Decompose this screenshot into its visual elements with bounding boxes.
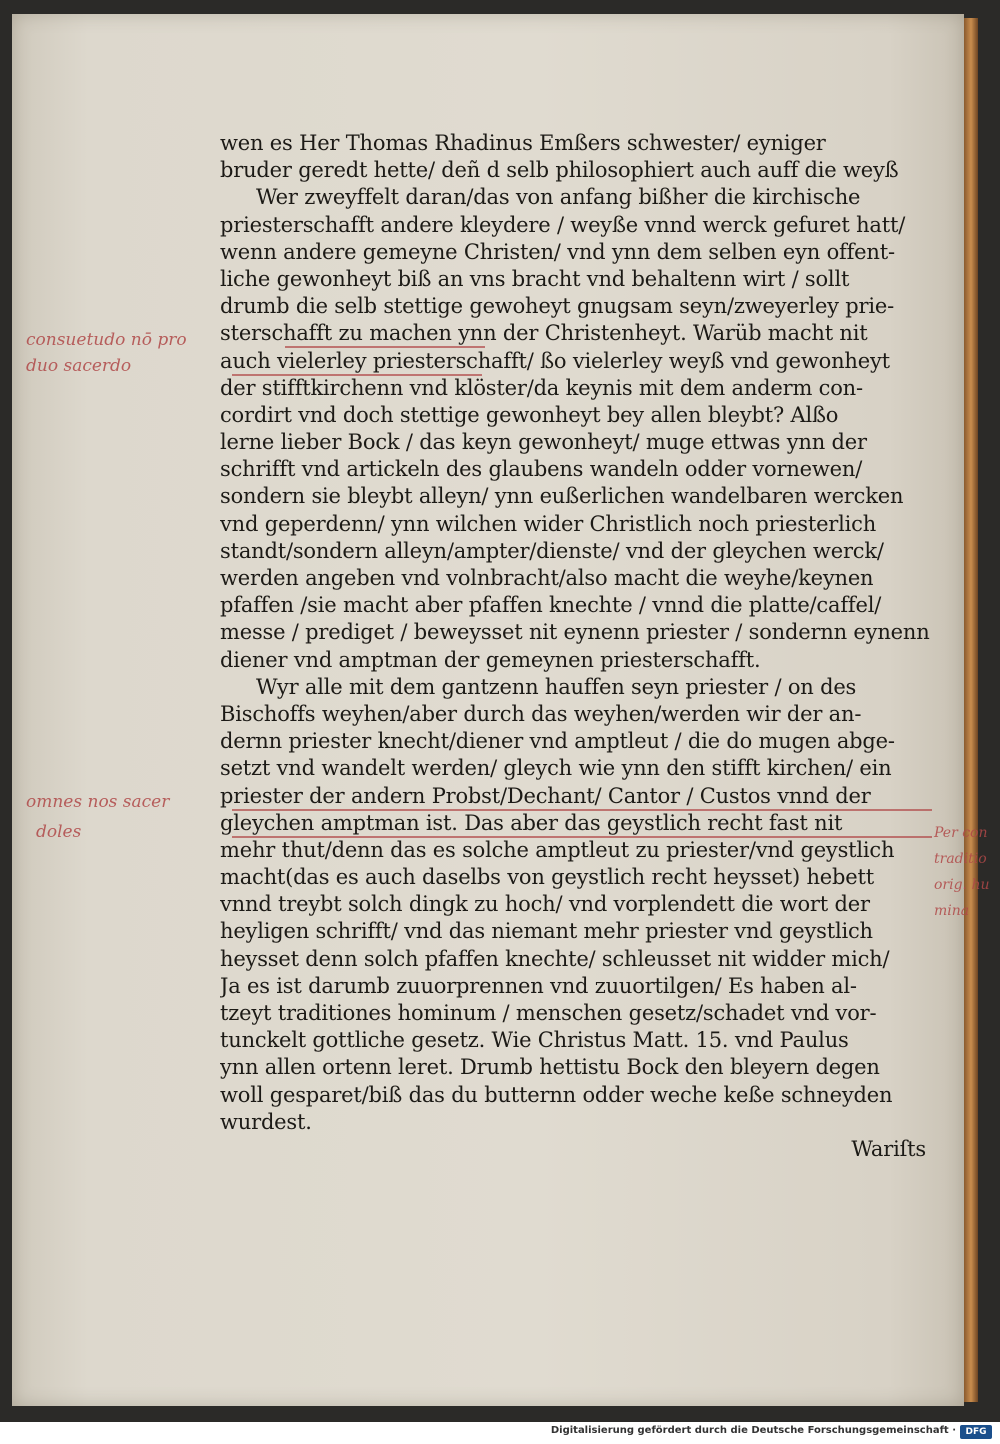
text-line: wenn andere gemeyne Christen/ vnd ynn dem selben eyn offent-	[220, 239, 895, 264]
text-line: tunckelt gottliche gesetz. Wie Christus Matt. 15. vnd Paulus	[220, 1028, 849, 1053]
text-line: lerne lieber Bock / das keyn gewonheyt/ muge ettwas ynn der	[220, 430, 867, 455]
text-line: tzeyt traditiones hominum / menschen gesetz/schadet vnd vor-	[220, 1001, 877, 1025]
dfg-logo: DFG	[960, 1425, 992, 1439]
margin-note-line: traditio	[934, 851, 987, 867]
text-line: wurdest.	[220, 1109, 312, 1134]
text-line: dernn priester knecht/diener vnd amptleut / die do mugen abge-	[220, 729, 895, 754]
text-line: liche gewonheyt biß an vns bracht vnd behaltenn wirt / sollt	[220, 266, 850, 291]
text-line: vnnd treybt solch dingk zu hoch/ vnd vorplendett die wort der	[220, 892, 870, 917]
text-line: macht(das es auch daselbs von geystlich recht heysset) hebett	[220, 865, 874, 890]
footer-credit: Digitalisierung gefördert durch die Deutsche Forschungsgemeinschaft ·	[550, 1425, 956, 1436]
margin-note-left-1	[26, 330, 187, 376]
text-line: werden angeben vnd volnbracht/also macht die weyhe/keynen	[220, 566, 874, 590]
margin-note-right	[934, 820, 990, 924]
book-edge	[964, 18, 978, 1402]
margin-note-line: Per con	[934, 825, 988, 841]
main-text	[220, 130, 940, 1163]
text-line: ynn allen ortenn leret. Drumb hettistu Bock den bleyern degen	[220, 1055, 880, 1080]
text-line: der stifftkirchenn vnd klöster/da keynis mit dem anderm con-	[220, 375, 863, 400]
text-line: gleychen amptman ist. Das aber das geystlich recht fast nit	[220, 810, 843, 835]
footer-bar	[0, 1422, 1000, 1444]
text-line: auch vielerley priesterschafft/ ßo vielerley weyß vnd gewonheyt	[220, 348, 890, 373]
text-line: drumb die selb stettige gewoheyt gnugsam seyn/zweyerley prie-	[220, 294, 895, 319]
text-line: standt/sondern alleyn/ampter/dienste/ vnd der gleychen werck/	[220, 538, 884, 563]
annotation-underline	[232, 374, 482, 376]
text-line: sondern sie bleybt alleyn/ ynn eußerlichen wandelbaren wercken	[220, 484, 904, 509]
margin-note-line: mina	[934, 903, 970, 919]
catchword: Wariſts	[851, 1136, 926, 1161]
margin-note-line: doles	[36, 822, 82, 842]
text-line: priester der andern Probst/Dechant/ Cantor / Custos vnnd der	[220, 783, 871, 808]
text-line: bruder geredt hette/ deñ d selb philosophiert auch auff die weyß	[220, 158, 899, 183]
text-line: Bischoffs weyhen/aber durch das weyhen/werden wir der an-	[220, 701, 862, 726]
margin-note-line: omnes nos sacer	[26, 792, 170, 812]
text-line: Wer zweyffelt daran/das von anfang bißher die kirchische	[256, 185, 861, 210]
text-line: setzt vnd wandelt werden/ gleych wie ynn den stifft kirchen/ ein	[220, 756, 892, 781]
text-line: messe / prediget / beweysset nit eynenn priester / sondernn eynenn	[220, 620, 930, 645]
text-line: Ja es ist darumb zuuorprennen vnd zuuortilgen/ Es haben al-	[220, 973, 857, 998]
text-line: woll gesparet/biß das du butternn odder weche keße schneyden	[220, 1082, 893, 1107]
text-line: pfaffen /sie macht aber pfaffen knechte / vnnd die platte/caffel/	[220, 593, 882, 618]
annotation-underline	[232, 809, 932, 811]
annotation-underline	[285, 346, 485, 348]
margin-note-line: duo sacerdo	[26, 356, 132, 376]
margin-note-left-2	[26, 792, 169, 842]
margin-note-line: orig. hu	[934, 877, 990, 893]
text-line: cordirt vnd doch stettige gewonheyt bey allen bleybt? Alßo	[220, 402, 839, 427]
margin-note-line: consuetudo nō pro	[26, 330, 187, 350]
text-line: priesterschafft andere kleydere / weyße vnnd werck gefuret hatt/	[220, 212, 906, 237]
text-line: mehr thut/denn das es solche amptleut zu priester/vnd geystlich	[220, 837, 895, 862]
text-line: heyligen schrifft/ vnd das niemant mehr priester vnd geystlich	[220, 919, 873, 944]
annotation-underline	[232, 836, 932, 838]
text-line: diener vnd amptman der gemeynen priesterschafft.	[220, 647, 761, 672]
text-line: wen es Her Thomas Rhadinus Emßers schwester/ eyniger	[220, 131, 826, 155]
text-line: vnd geperdenn/ ynn wilchen wider Christlich noch priesterlich	[220, 511, 877, 536]
text-line: Wyr alle mit dem gantzenn hauffen seyn priester / on des	[256, 674, 857, 699]
text-line: schrifft vnd artickeln des glaubens wandeln odder vornewen/	[220, 457, 863, 482]
text-line: heysset denn solch pfaffen knechte/ schleusset nit widder mich/	[220, 946, 890, 971]
text-line: sterschafft zu machen ynn der Christenheyt. Warüb macht nit	[220, 321, 868, 346]
